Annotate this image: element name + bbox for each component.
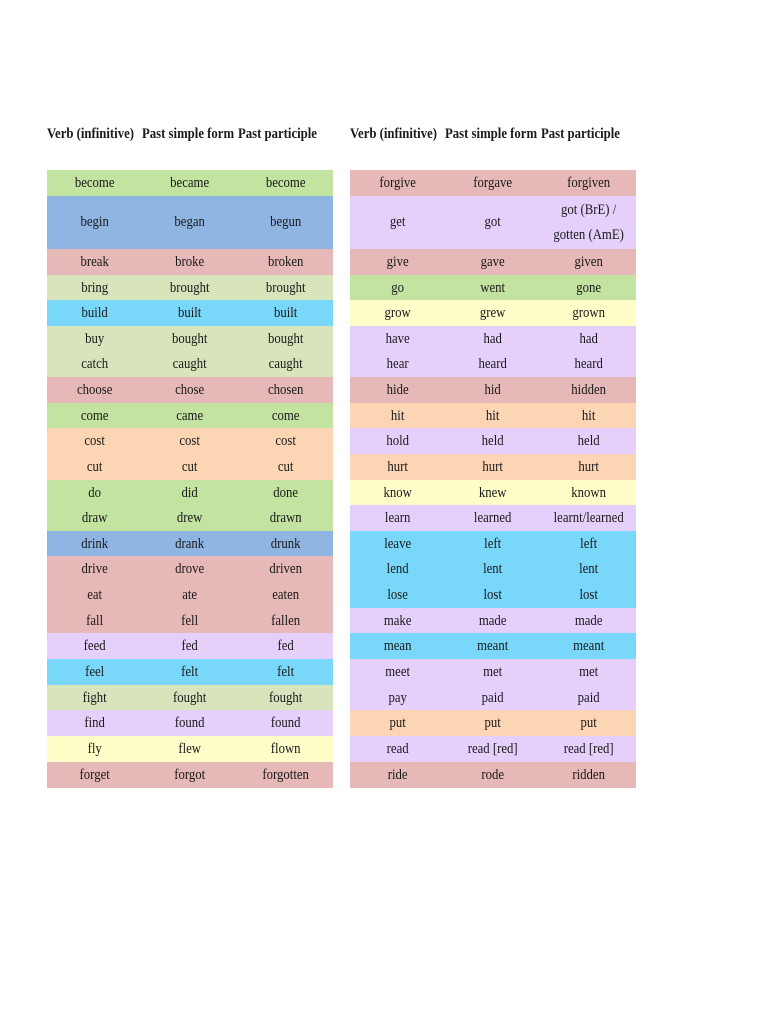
table-row (350, 531, 636, 556)
cell-past-simple: caught (172, 356, 207, 372)
table-row (47, 505, 333, 531)
cell-past-participle: built (273, 305, 298, 321)
cell-past-participle: put (580, 715, 597, 731)
cell-past-simple: grew (480, 305, 506, 321)
table-row (47, 428, 333, 454)
cell-verb: fly (87, 741, 102, 757)
cell-past-simple: got (484, 214, 502, 230)
cell-past-participle: forgiven (566, 175, 610, 191)
cell-past-simple: did (181, 484, 199, 501)
cell-past-simple: bought (172, 330, 208, 347)
cell-verb: buy (85, 330, 105, 347)
table-row (47, 556, 333, 582)
table-row (47, 582, 333, 608)
cell-past-participle: learnt/learned (553, 510, 624, 526)
header-past-participle: Past participle (541, 125, 620, 142)
table-row (350, 685, 636, 710)
cell-past-simple: built (178, 305, 202, 321)
table-row (47, 300, 333, 326)
table-header (47, 118, 333, 150)
cell-past-participle: brought (265, 279, 306, 296)
cell-verb: build (81, 305, 108, 321)
table-row (350, 249, 636, 275)
cell-past-simple: fought (173, 689, 207, 706)
cell-past-simple: made (479, 612, 507, 629)
cell-past-simple: lent (483, 561, 503, 577)
table-row (350, 659, 636, 685)
cell-verb: forgive (379, 175, 416, 191)
cell-verb: feed (83, 638, 106, 654)
cell-past-participle: bought (267, 330, 304, 347)
table-row (350, 300, 636, 326)
table-row (47, 351, 333, 377)
cell-past-participle: felt (276, 664, 294, 680)
cell-past-participle: got (BrE) / gotten (AmE) (553, 201, 624, 243)
cell-verb: break (80, 254, 109, 270)
cell-past-participle: held (577, 433, 600, 449)
cell-past-simple: forgave (473, 175, 513, 191)
cell-verb: lend (386, 561, 409, 577)
cell-past-participle: fought (268, 689, 302, 706)
cell-past-participle: broken (267, 254, 304, 270)
cell-past-simple: hit (486, 407, 500, 424)
cell-past-participle: given (574, 254, 603, 270)
table-row (47, 275, 333, 300)
cell-past-participle: found (270, 715, 301, 731)
cell-past-simple: felt (181, 664, 199, 680)
cell-verb: drive (81, 561, 108, 577)
cell-past-participle: hurt (578, 459, 599, 475)
cell-past-participle: hit (581, 407, 596, 424)
cell-past-simple: brought (170, 279, 210, 296)
cell-past-simple: found (175, 715, 205, 731)
cell-past-participle: grown (572, 305, 605, 321)
cell-verb: learn (384, 510, 411, 526)
cell-past-simple: cost (179, 433, 201, 449)
cell-past-participle: lost (579, 587, 598, 603)
verb-table-right (350, 118, 636, 788)
table-row (350, 326, 636, 351)
table-row (350, 428, 636, 454)
cell-verb: hit (390, 407, 405, 424)
cell-past-simple: learned (474, 510, 512, 526)
cell-past-participle: flown (270, 741, 301, 757)
cell-past-simple: read [red] (468, 741, 518, 757)
cell-past-simple: drove (175, 561, 205, 577)
table-row (47, 196, 333, 249)
cell-verb: cost (84, 433, 105, 449)
cell-verb: grow (384, 305, 411, 321)
cell-past-simple: flew (178, 741, 202, 757)
cell-past-simple: hurt (482, 459, 504, 475)
cell-past-participle: cost (275, 433, 296, 449)
cell-past-participle: read [red] (563, 741, 614, 757)
header-past-simple: Past simple form (142, 125, 235, 142)
cell-past-participle: meant (572, 638, 604, 654)
table-row (350, 762, 636, 788)
table-row (47, 249, 333, 275)
cell-past-participle: cut (277, 459, 294, 475)
cell-verb: find (84, 715, 105, 731)
cell-past-participle: heard (574, 356, 603, 372)
cell-past-participle: fed (277, 638, 294, 654)
table-row (47, 480, 333, 505)
cell-past-participle: forgotten (262, 767, 309, 783)
cell-past-participle: known (570, 484, 606, 501)
cell-past-participle: caught (268, 356, 303, 372)
table-row (47, 454, 333, 480)
cell-verb: mean (383, 638, 412, 654)
cell-past-simple: went (480, 279, 506, 296)
cell-past-simple: chose (175, 382, 205, 398)
cell-past-simple: came (176, 407, 204, 424)
cell-verb: cut (86, 459, 103, 475)
table-row (47, 633, 333, 659)
table-row (47, 685, 333, 710)
cell-past-participle: made (574, 612, 603, 629)
cell-verb: hurt (387, 459, 408, 475)
cell-past-simple: gave (480, 254, 506, 270)
table-row (350, 505, 636, 531)
cell-verb: bring (81, 279, 109, 296)
cell-verb: begin (80, 214, 109, 230)
table-row (47, 170, 333, 196)
cell-past-simple: ate (182, 587, 198, 603)
cell-past-simple: lost (483, 587, 503, 603)
cell-verb: leave (384, 535, 412, 552)
table-row (47, 762, 333, 788)
table-row (47, 403, 333, 428)
table-body (350, 170, 636, 788)
table-row (350, 403, 636, 428)
cell-past-simple: left (484, 535, 502, 552)
table-row (350, 170, 636, 196)
cell-verb: lose (387, 587, 408, 603)
header-past-participle: Past participle (238, 125, 317, 142)
cell-past-participle: come (271, 407, 300, 424)
cell-verb: do (88, 484, 102, 501)
table-row (350, 633, 636, 659)
table-row (47, 710, 333, 736)
table-body (47, 170, 333, 788)
cell-past-simple: forgot (174, 767, 206, 783)
cell-past-participle: done (272, 484, 298, 501)
cell-past-simple: heard (478, 356, 508, 372)
header-past-simple: Past simple form (445, 125, 538, 142)
cell-past-simple: became (170, 175, 210, 191)
table-row (350, 582, 636, 608)
cell-verb: ride (387, 767, 408, 783)
cell-verb: fall (86, 612, 104, 629)
cell-past-simple: meant (477, 638, 509, 654)
cell-past-simple: cut (182, 459, 198, 475)
table-row (350, 196, 636, 249)
table-row (47, 377, 333, 403)
cell-past-simple: rode (481, 767, 505, 783)
cell-verb: know (383, 484, 412, 501)
cell-verb: eat (87, 587, 103, 603)
cell-verb: feel (85, 664, 105, 680)
table-row (350, 351, 636, 377)
cell-verb: pay (388, 689, 407, 706)
cell-verb: become (74, 175, 115, 191)
table-header (350, 118, 636, 150)
cell-verb: hold (386, 433, 409, 449)
cell-verb: drink (81, 535, 109, 552)
table-row (47, 531, 333, 556)
cell-past-participle: had (579, 330, 598, 347)
cell-verb: hear (386, 356, 409, 372)
table-row (350, 377, 636, 403)
cell-verb: get (389, 214, 406, 230)
cell-past-simple: met (483, 664, 503, 680)
cell-past-participle: ridden (572, 767, 605, 783)
cell-verb: have (385, 330, 410, 347)
cell-verb: go (391, 279, 405, 296)
table-row (350, 710, 636, 736)
cell-past-participle: fallen (270, 612, 300, 629)
cell-past-participle: gone (575, 279, 601, 296)
cell-past-simple: drew (177, 510, 203, 526)
cell-past-simple: knew (479, 484, 507, 501)
cell-verb: draw (81, 510, 108, 526)
cell-past-simple: fell (181, 612, 199, 629)
cell-verb: put (389, 715, 406, 731)
cell-past-simple: had (483, 330, 503, 347)
cell-past-simple: paid (482, 689, 504, 706)
table-row (350, 736, 636, 762)
cell-past-participle: left (579, 535, 597, 552)
table-row (350, 454, 636, 480)
cell-past-participle: met (578, 664, 598, 680)
header-verb: Verb (infinitive) (47, 125, 135, 142)
cell-past-participle: become (265, 175, 306, 191)
cell-past-participle: lent (578, 561, 598, 577)
table-row (47, 608, 333, 633)
cell-verb: read (386, 741, 409, 757)
cell-past-participle: paid (577, 689, 600, 706)
cell-verb: make (383, 612, 412, 629)
cell-past-participle: drawn (269, 510, 302, 526)
table-row (350, 480, 636, 505)
cell-verb: forget (79, 767, 110, 783)
table-row (47, 326, 333, 351)
cell-verb: meet (385, 664, 411, 680)
cell-verb: choose (76, 382, 113, 398)
cell-past-simple: held (482, 433, 504, 449)
cell-past-simple: put (484, 715, 502, 731)
table-row (47, 736, 333, 762)
verb-table-left (47, 118, 333, 788)
cell-past-simple: fed (181, 638, 199, 654)
cell-past-participle: hidden (570, 382, 606, 398)
cell-past-simple: hid (484, 382, 502, 398)
cell-past-simple: broke (175, 254, 205, 270)
cell-verb: catch (81, 356, 109, 372)
table-row (350, 556, 636, 582)
cell-past-participle: driven (269, 561, 302, 577)
cell-verb: hide (386, 382, 409, 398)
cell-verb: give (386, 254, 409, 270)
cell-past-participle: drunk (270, 535, 301, 552)
table-row (350, 608, 636, 633)
table-row (350, 275, 636, 300)
header-verb: Verb (infinitive) (350, 125, 438, 142)
cell-past-simple: drank (175, 535, 205, 552)
cell-past-participle: begun (269, 214, 301, 230)
cell-verb: come (80, 407, 109, 424)
table-row (47, 659, 333, 685)
cell-past-participle: eaten (271, 587, 299, 603)
cell-past-simple: began (174, 214, 206, 230)
cell-verb: fight (82, 689, 107, 706)
cell-past-participle: chosen (267, 382, 304, 398)
